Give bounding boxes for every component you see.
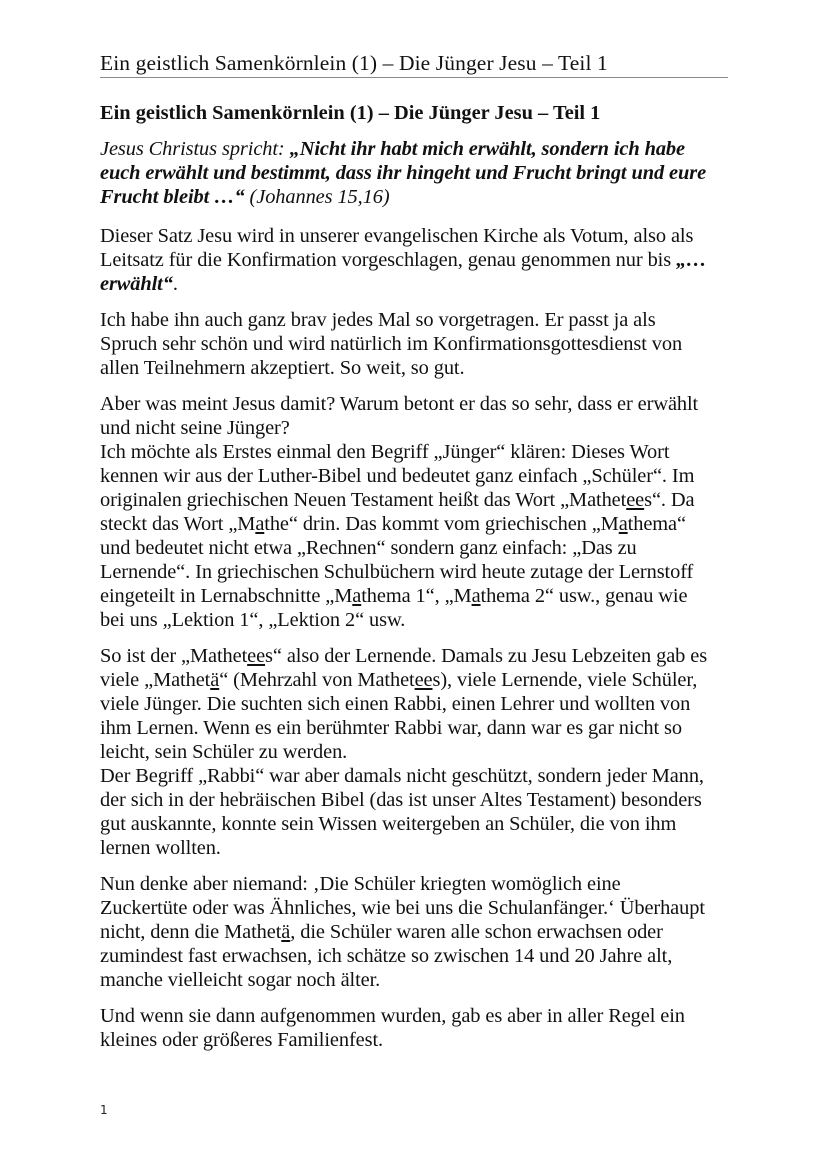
text-line: Und wenn sie dann aufgenommen wurden, gab es aber in aller Regel ein <box>100 1005 685 1027</box>
text-line: ihm Lernen. Wenn es ein berühmter Rabbi war, dann war es gar nicht so <box>100 717 682 739</box>
text-span: thema 1“, „M <box>361 585 472 607</box>
text-span: , die Schüler waren alle schon erwachsen oder <box>290 921 663 943</box>
document-title: Ein geistlich Samenkörnlein (1) – Die Jünger Jesu – Teil 1 <box>100 102 601 124</box>
text-line <box>100 488 740 512</box>
text-line: gut auskannte, konnte sein Wissen weitergeben an Schüler, die von ihm <box>100 813 677 835</box>
text-line: manche vielleicht sogar noch älter. <box>100 969 381 991</box>
text-span: thema 2“ usw., genau wie <box>480 585 688 607</box>
text-line <box>100 512 740 536</box>
paragraph-5 <box>100 872 740 992</box>
text-span: the“ drin. Das kommt vom griechischen „M <box>264 513 619 535</box>
text-line <box>100 272 740 296</box>
text-line: viele Jünger. Die suchten sich einen Rabbi, einen Lehrer und wollten von <box>100 693 691 715</box>
text-span: s“. Da <box>644 489 695 511</box>
text-line: kleines oder größeres Familienfest. <box>100 1029 384 1051</box>
text-line <box>100 248 740 272</box>
text-span: thema“ <box>627 513 686 535</box>
underlined-letters: ee <box>626 489 645 511</box>
underlined-letters: a <box>471 585 481 607</box>
text-line: Ich möchte als Erstes einmal den Begriff „Jünger“ klären: Dieses Wort <box>100 441 670 463</box>
underlined-letters: a <box>352 585 362 607</box>
quote-text-3: Frucht bleibt …“ <box>100 186 245 208</box>
paragraph-4 <box>100 644 740 860</box>
text-line: lernen wollten. <box>100 837 221 859</box>
text-span: s), viele Lernende, viele Schüler, <box>432 669 698 691</box>
text-line: kennen wir aus der Luther-Bibel und bedeutet ganz einfach „Schüler“. Im <box>100 465 695 487</box>
document-body <box>100 101 740 1064</box>
text-line <box>100 920 740 944</box>
emphasis: „… <box>676 249 707 271</box>
text-line: Spruch sehr schön und wird natürlich im Konfirmationsgottesdienst von <box>100 333 683 355</box>
text-line: allen Teilnehmern akzeptiert. So weit, so gut. <box>100 357 465 379</box>
text-span: “ (Mehrzahl von Mathet <box>219 669 415 691</box>
text-line: Aber was meint Jesus damit? Warum betont er das so sehr, dass er erwählt <box>100 393 699 415</box>
text-line: Dieser Satz Jesu wird in unserer evangelischen Kirche als Votum, also als <box>100 225 694 247</box>
text-span: steckt das Wort „M <box>100 513 256 535</box>
text-line: Der Begriff „Rabbi“ war aber damals nicht geschützt, sondern jeder Mann, <box>100 765 704 787</box>
text-line <box>100 668 740 692</box>
text-line: leicht, sein Schüler zu werden. <box>100 741 348 763</box>
text-line: Zuckertüte oder was Ähnliches, wie bei uns die Schulanfänger.‘ Überhaupt <box>100 897 705 919</box>
page-number: 1 <box>100 1103 108 1117</box>
text-span: . <box>172 273 178 295</box>
quote-reference: (Johannes 15,16) <box>244 186 390 208</box>
text-line: Ich habe ihn auch ganz brav jedes Mal so vorgetragen. Er passt ja als <box>100 309 656 331</box>
paragraph-1 <box>100 224 740 296</box>
text-span: s“ also der Lernende. Damals zu Jesu Lebzeiten gab es <box>265 645 708 667</box>
emphasis: erwählt“ <box>100 273 173 295</box>
text-span: viele „Mathet <box>100 669 211 691</box>
text-line: und bedeutet nicht etwa „Rechnen“ sondern ganz einfach: „Das zu <box>100 537 637 559</box>
paragraph-3 <box>100 392 740 632</box>
bible-quote <box>100 137 740 209</box>
quote-line-3 <box>100 185 740 209</box>
text-span: Leitsatz für die Konfirmation vorgeschlagen, genau genommen nur bis <box>100 249 677 271</box>
text-line <box>100 644 740 668</box>
quote-speaker: Jesus Christus spricht: <box>100 138 290 160</box>
running-header: Ein geistlich Samenkörnlein (1) – Die Jünger Jesu – Teil 1 <box>100 51 728 78</box>
paragraph-6 <box>100 1004 740 1052</box>
quote-text-2: euch erwählt und bestimmt, dass ihr hingeht und Frucht bringt und eure <box>100 162 707 184</box>
text-span: eingeteilt in Lernabschnitte „M <box>100 585 353 607</box>
text-line <box>100 584 740 608</box>
underlined-letters: a <box>255 513 265 535</box>
text-line: bei uns „Lektion 1“, „Lektion 2“ usw. <box>100 609 406 631</box>
text-line: zumindest fast erwachsen, ich schätze so zwischen 14 und 20 Jahre alt, <box>100 945 673 967</box>
text-span: So ist der „Mathet <box>100 645 248 667</box>
text-line: der sich in der hebräischen Bibel (das ist unser Altes Testament) besonders <box>100 789 702 811</box>
quote-text-1: „Nicht ihr habt mich erwählt, sondern ich habe <box>289 138 685 160</box>
underlined-letters: ä <box>210 669 220 691</box>
text-span: nicht, denn die Mathet <box>100 921 282 943</box>
underlined-letters: ä <box>281 921 291 943</box>
text-line: Lernende“. In griechischen Schulbüchern wird heute zutage der Lernstoff <box>100 561 694 583</box>
text-span: originalen griechischen Neuen Testament heißt das Wort „Mathet <box>100 489 627 511</box>
text-line: und nicht seine Jünger? <box>100 417 290 439</box>
text-line: Nun denke aber niemand: ‚Die Schüler kriegten womöglich eine <box>100 873 621 895</box>
underlined-letters: ee <box>247 645 266 667</box>
quote-line-1 <box>100 137 740 161</box>
paragraph-2 <box>100 308 740 380</box>
underlined-letters: a <box>618 513 628 535</box>
underlined-letters: ee <box>414 669 433 691</box>
